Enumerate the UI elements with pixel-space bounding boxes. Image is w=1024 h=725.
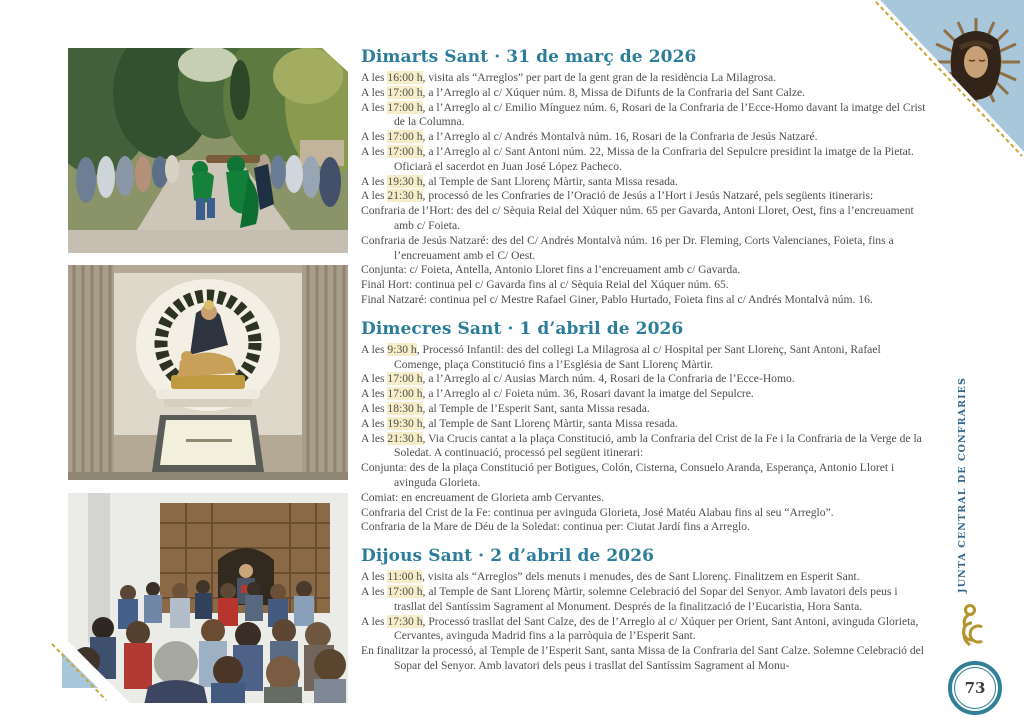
time-highlight: 17:30 h	[387, 614, 423, 628]
time-highlight: 19:30 h	[387, 174, 423, 188]
time-highlight: 21:30 h	[387, 189, 423, 203]
event-entry: A les 9:30 h, Processó Infantil: des del collegi La Milagrosa al c/ Hospital per Sant Llorenç, Sant Antoni, Rafael Comenge, plaça Constitució fins a l’Església de Sant Llorenç Màrtir.	[361, 342, 881, 371]
sidebar-vertical-label: JUNTA CENTRAL DE CONFRARIES	[957, 377, 968, 593]
event-entry: Conjunta: c/ Foieta, Antella, Antonio Lloret fins a l’encreuament amb c/ Gavarda.	[361, 263, 741, 277]
event-entry: Confraria del Crist de la Fe: continua per avinguda Glorieta, José Matéu Alabau fins al seu “Arreglo”.	[361, 505, 834, 519]
event-entry: A les 17:30 h, Processó trasllat del Sant Calze, des de l’Arreglo al c/ Xúquer per Orient, Sant Antoni, avinguda Glorieta, Cervantes, avinguda Madrid fins a la parròquia de l’Esperit Sant.	[361, 614, 919, 643]
event-entry: A les 19:30 h, al Temple de Sant Llorenç Màrtir, santa Missa resada.	[361, 174, 678, 188]
section-title: Dimarts Sant · 31 de març de 2026	[361, 47, 697, 67]
event-entry: Confraria de Jesús Natzaré: des del C/ Andrés Montalvà núm. 16 per Dr. Fleming, Corts Valencianes, Foieta, fins a l’encreuament amb el C/ Oest.	[361, 233, 894, 262]
time-highlight: 17:00 h	[387, 387, 423, 401]
time-highlight: 11:00 h	[387, 570, 423, 584]
photo-crowd-church-door-art	[68, 493, 348, 703]
event-entry: A les 11:00 h, visita als “Arreglos” dels menuts i menudes, des de Sant Llorenç. Finalitzem en Esperit Sant.	[361, 570, 860, 584]
time-highlight: 17:00 h	[387, 372, 423, 386]
time-highlight: 16:00 h	[387, 71, 423, 84]
event-entry: Final Hort: continua pel c/ Gavarda fins al c/ Sèquia Reial del Xúquer núm. 65.	[361, 278, 729, 292]
event-entry: A les 19:30 h, al Temple de Sant Llorenç Màrtir, santa Missa resada.	[361, 416, 678, 430]
event-entry: En finalitzar la processó, al Temple de l’Esperit Sant, santa Missa de la Confraria del Sant Calze. Solemne Celebració del Sopar del Senyor. Amb lavatori dels peus i trasllat del Santíssim Sagrament al Monu-	[361, 644, 925, 672]
section-title: Dijous Sant · 2 d’abril de 2026	[361, 546, 655, 567]
event-entry: Confraria de l’Hort: des del c/ Sèquia Reial del Xúquer núm. 65 per Gavarda, Antoni Lloret, Oest, fins a l’encreuament amb c/ Foieta.	[361, 204, 914, 232]
event-entry: Final Natzaré: continua pel c/ Mestre Rafael Giner, Pablo Hurtado, Foieta fins al c/ Andrés Montalvà núm. 16.	[361, 292, 873, 306]
event-entry: Conjunta: des de la plaça Constitució per Botigues, Colón, Cisterna, Consuelo Aranda, Esperança, Antonio Lloret i avinguda Glorieta.	[361, 461, 895, 489]
jcc-monogram-icon	[954, 603, 986, 653]
time-highlight: 18:30 h	[387, 401, 423, 415]
time-highlight: 19:30 h	[387, 416, 423, 430]
time-highlight: 21:30 h	[387, 431, 423, 445]
event-entry: A les 16:00 h, visita als “Arreglos” per part de la gent gran de la residència La Milagrosa.	[361, 71, 776, 84]
photo-crowd-church-door	[68, 493, 348, 703]
event-entry: A les 17:00 h, a l’Arreglo al c/ Ausias March núm. 4, Rosari de la Confraria de l’Ecce-Homo.	[361, 372, 795, 386]
photo-procession-park-art	[68, 48, 348, 253]
event-entry: A les 17:00 h, a l’Arreglo al c/ Xúquer núm. 8, Missa de Difunts de la Confraria del Sant Calze.	[361, 85, 806, 99]
photo-pieta-niche-art	[68, 265, 348, 480]
section-entries	[361, 343, 927, 535]
event-entry: Comiat: en encreuament de Glorieta amb Cervantes.	[361, 490, 605, 504]
event-entry: A les 17:00 h, a l’Arreglo al c/ Foieta núm. 36, Rosari davant la imatge del Sepulcre.	[361, 387, 754, 401]
event-entry: A les 17:00 h, a l’Arreglo al c/ Sant Antoni núm. 22, Missa de la Confraria del Sepulcre presidint la imatge de la Pietat. Oficiarà el sacerdot en Juan José López Pacheco.	[361, 144, 914, 173]
event-entry: A les 21:30 h, processó de les Confraries de l’Oració de Jesús a l’Hort i Jesús Natzaré, pels següents itineraris:	[361, 189, 874, 203]
section-entries	[361, 71, 927, 308]
event-entry: A les 17:00 h, al Temple de Sant Llorenç Màrtir, solemne Celebració del Sopar del Senyor. Amb lavatori dels peus i trasllat del Santíssim Sagrament al Monument. Després de la finalització de l’Eucaristia, Hora Santa.	[361, 584, 898, 613]
page-number: 73	[954, 667, 996, 709]
page-number-badge	[948, 661, 1002, 715]
event-entry: A les 17:00 h, a l’Arreglo al c/ Emilio Mínguez núm. 6, Rosari de la Confraria de l’Ecce-Homo davant la imatge del Crist de la Columna.	[361, 100, 926, 129]
christ-face	[964, 46, 988, 78]
event-entry: Confraria de la Mare de Déu de la Soledat: continua per: Ciutat Jardí fins a Arreglo.	[361, 520, 750, 534]
time-highlight: 17:00 h	[387, 144, 423, 158]
section-title: Dimecres Sant · 1 d’abril de 2026	[361, 318, 684, 339]
section-entries	[361, 570, 927, 674]
photo-procession-park	[68, 48, 348, 253]
section-dimecres-sant	[361, 319, 927, 535]
time-highlight: 17:00 h	[387, 100, 423, 114]
section-dijous-sant	[361, 546, 927, 674]
time-highlight: 9:30 h	[387, 342, 417, 356]
time-highlight: 17:00 h	[387, 130, 423, 144]
events-column	[361, 47, 927, 674]
time-highlight: 17:00 h	[387, 584, 423, 598]
event-entry: A les 21:30 h, Via Crucis cantat a la plaça Constitució, amb la Confraria del Crist de la Fe i la Confraria de la Verge de la Soledat. A continuació, processó pel següent itinerari:	[361, 431, 922, 460]
section-dimarts-sant	[361, 47, 927, 308]
event-entry: A les 18:30 h, al Temple de l’Esperit Sant, santa Missa resada.	[361, 401, 650, 415]
photo-pieta-niche	[68, 265, 348, 480]
time-highlight: 17:00 h	[387, 85, 423, 99]
event-entry: A les 17:00 h, a l’Arreglo al c/ Andrés Montalvà núm. 16, Rosari de la Confraria de Jesús Natzaré.	[361, 130, 818, 144]
